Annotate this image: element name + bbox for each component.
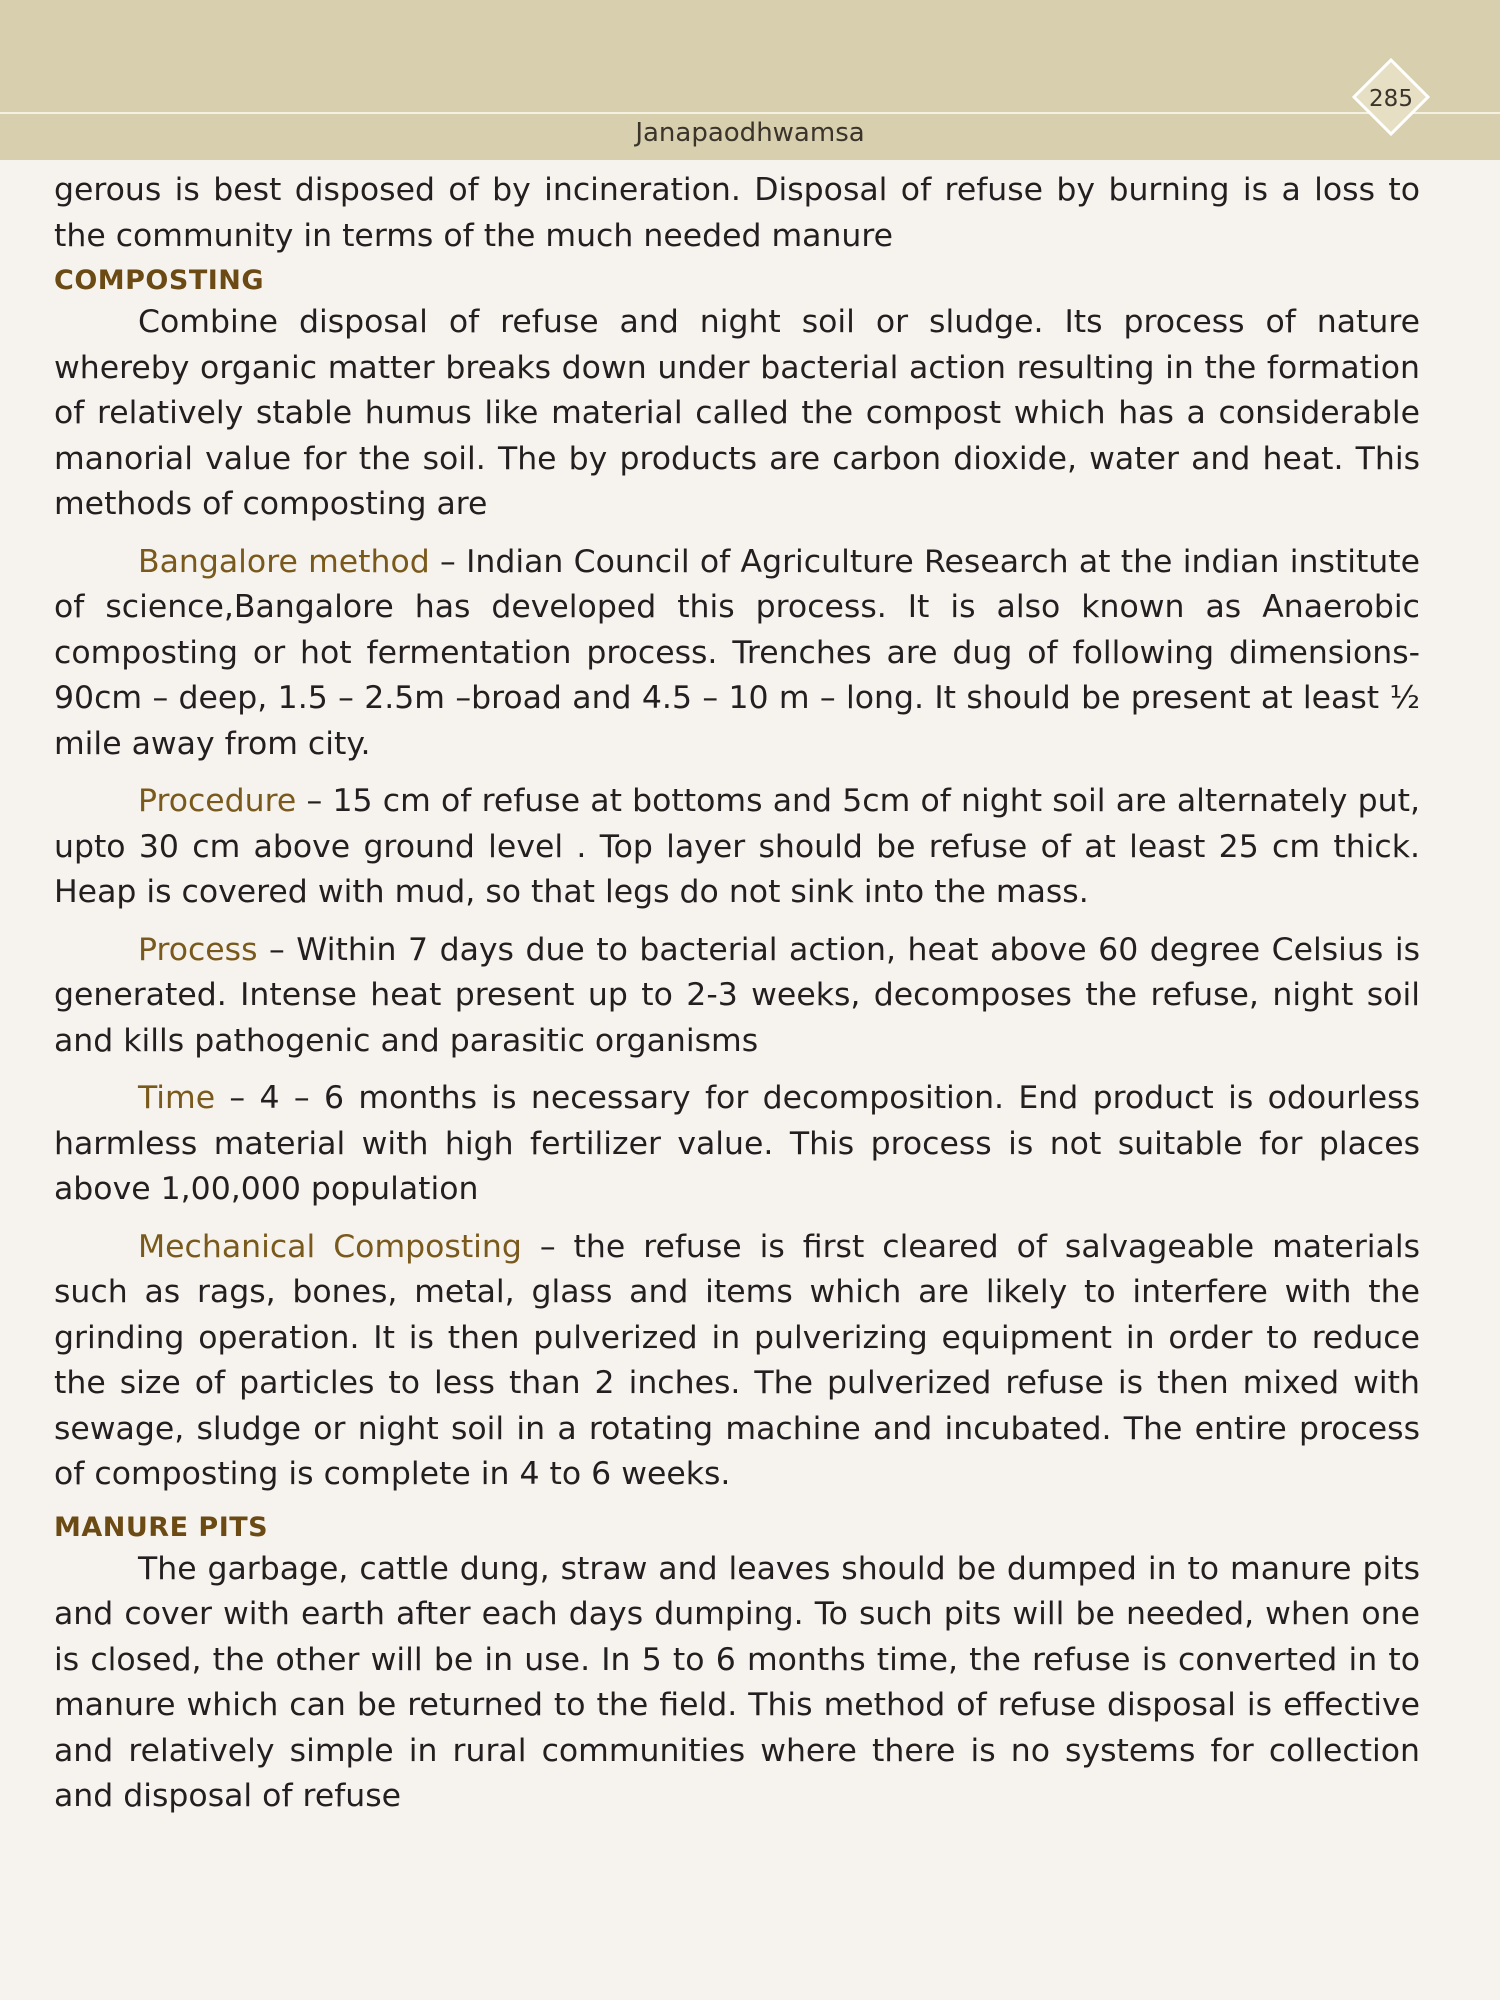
mechanical-composting-paragraph — [54, 1225, 1420, 1498]
procedure-lead: Procedure — [138, 783, 297, 819]
bangalore-method-text: – Indian Council of Agriculture Research at the indian institute of science,Bangalore has developed this process. It is also known as Anaerobic composting or hot fermentation process. Trenches are dug of following dimensions- 90cm – deep, 1.5 – 2.5m –broad and 4.5 – 10 m – long. It should be present at least ½ mile away from city. — [54, 543, 1420, 762]
process-text: – Within 7 days due to bacterial action, heat above 60 degree Celsius is generated. Intense heat present up to 2-3 weeks, decomposes the refuse, night soil and kills pathogenic and parasitic organisms — [54, 931, 1420, 1059]
process-paragraph — [54, 928, 1420, 1065]
mechanical-composting-text: – the refuse is first cleared of salvageable materials such as rags, bones, metal, glass and items which are likely to interfere with the grinding operation. It is then pulverized in pulverizing equipment in order to reduce the size of particles to less than 2 inches. The pulverized refuse is then mixed with sewage, sludge or night soil in a rotating machine and incubated. The entire process of composting is complete in 4 to 6 weeks. — [54, 1228, 1420, 1492]
process-lead: Process — [138, 931, 258, 968]
header-rule — [0, 112, 1500, 114]
procedure-text: – 15 cm of refuse at bottoms and 5cm of night soil are alternately put, upto 30 cm above ground level . Top layer should be refuse of at least 25 cm thick. Heap is covered with mud, so that legs do not sink into the mass. — [54, 783, 1420, 910]
running-title: Janapaodhwamsa — [635, 118, 865, 148]
time-paragraph — [54, 1076, 1420, 1213]
bangalore-method-paragraph — [54, 540, 1420, 768]
page-content — [54, 168, 1420, 1820]
time-text: – 4 – 6 months is necessary for decomposition. End product is odourless harmless material with high fertilizer value. This process is not suitable for places above 1,00,000 population — [54, 1080, 1420, 1207]
page-number: 285 — [1369, 86, 1413, 112]
mechanical-composting-lead: Mechanical Composting — [138, 1228, 522, 1265]
intro-paragraph: gerous is best disposed of by incineration. Disposal of refuse by burning is a loss to the community in terms of the much needed manure — [54, 172, 1420, 254]
procedure-paragraph — [54, 779, 1420, 916]
manure-pits-paragraph: The garbage, cattle dung, straw and leaves should be dumped in to manure pits and cover with earth after each days dumping. To such pits will be needed, when one is closed, the other will be in use. In 5 to 6 months time, the refuse is converted in to manure which can be returned to the field. This method of refuse disposal is effective and relatively simple in rural communities where there is no systems for collection and disposal of refuse — [54, 1550, 1420, 1814]
time-lead: Time — [138, 1080, 216, 1116]
section-heading-composting: COMPOSTING — [54, 265, 265, 296]
section-heading-manure-pits: MANURE PITS — [54, 1511, 269, 1543]
composting-paragraph: Combine disposal of refuse and night soil or sludge. Its process of nature whereby organic matter breaks down under bacterial action resulting in the formation of relatively stable humus like material called the compost which has a considerable manorial value for the soil. The by products are carbon dioxide, water and heat. This methods of composting are — [54, 304, 1420, 522]
bangalore-method-lead: Bangalore method — [138, 543, 430, 580]
